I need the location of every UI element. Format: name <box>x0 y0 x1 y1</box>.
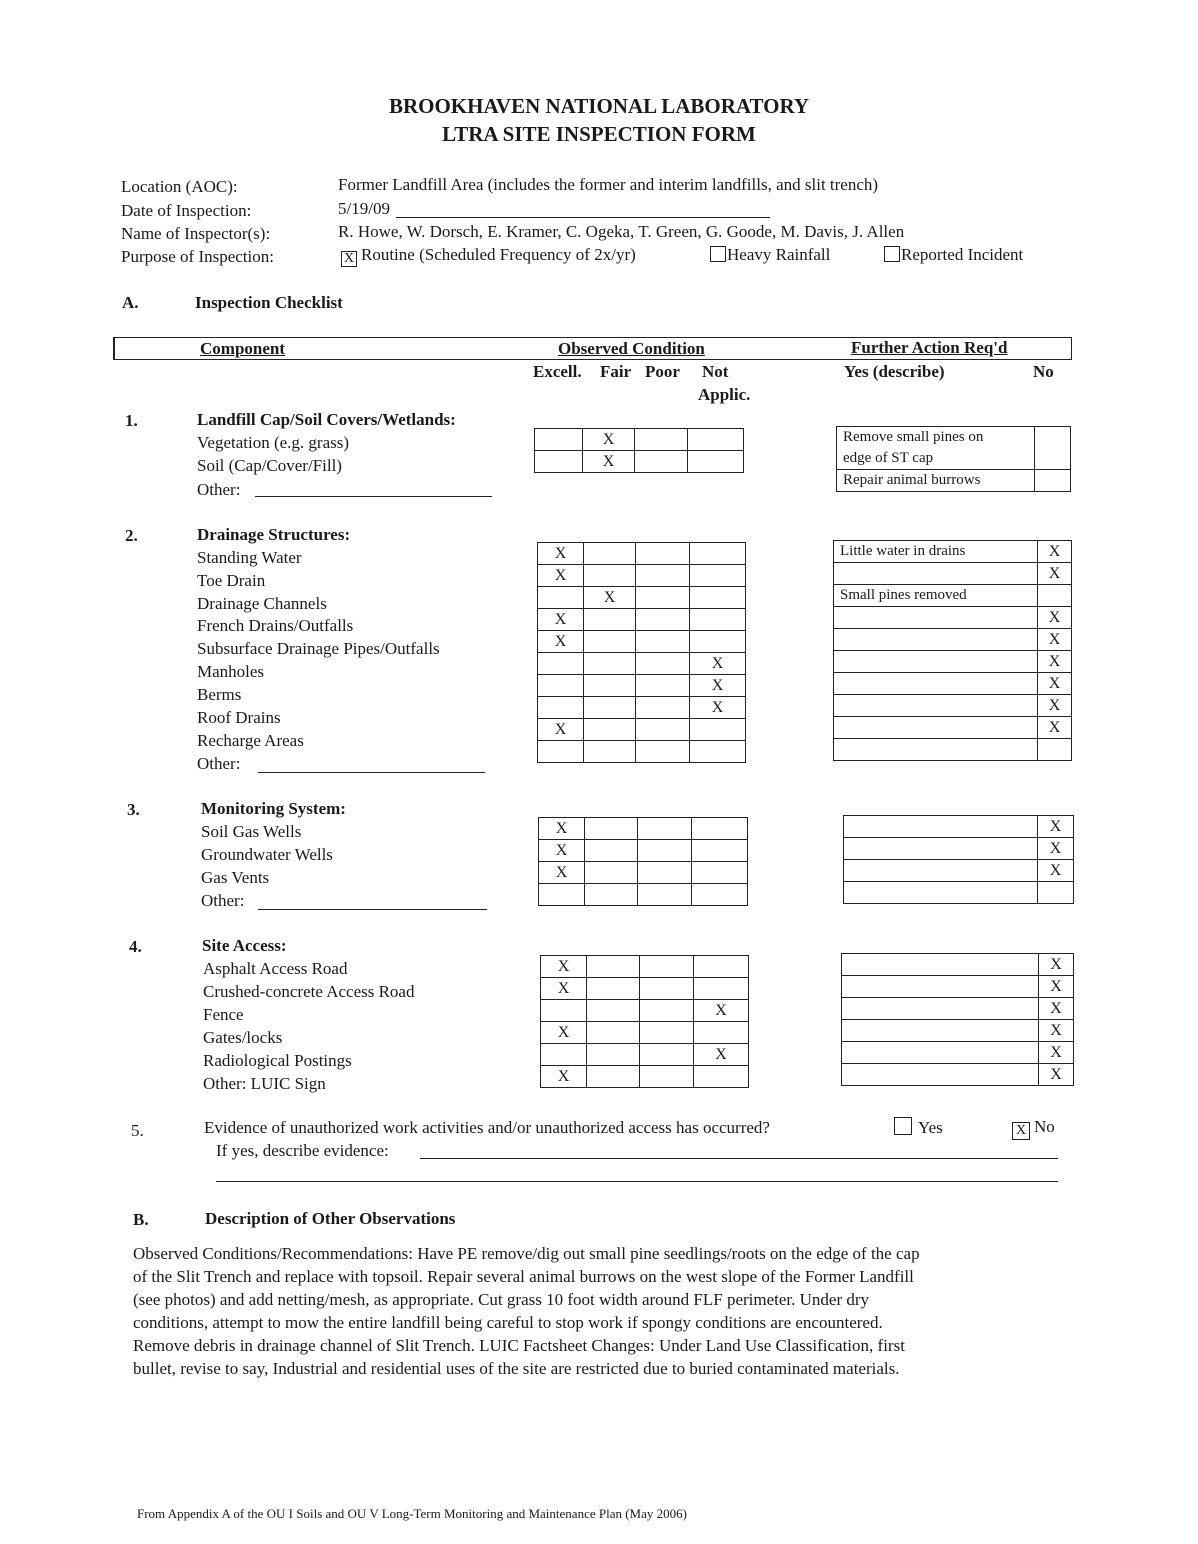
obs-cell[interactable] <box>587 1022 640 1044</box>
obs-cell[interactable] <box>535 451 583 473</box>
action-text-cell[interactable]: Repair animal burrows <box>837 470 1035 492</box>
obs-cell[interactable] <box>636 675 690 697</box>
action-no-cell[interactable]: X <box>1038 541 1072 563</box>
action-text-cell[interactable]: Little water in drains <box>834 541 1038 563</box>
obs-cell[interactable] <box>636 741 690 763</box>
group-1-title: Landfill Cap/Soil Covers/Wetlands: <box>197 410 456 429</box>
footer-note: From Appendix A of the OU I Soils and OU V Long-Term Monitoring and Maintenance Plan (May 2006) <box>137 1506 687 1521</box>
action-text-cell[interactable] <box>844 882 1038 904</box>
table-row <box>538 653 746 675</box>
group-2-title: Drainage Structures: <box>197 525 351 544</box>
table-row <box>834 629 1072 651</box>
action-no-cell[interactable]: X <box>1038 717 1072 739</box>
table-row <box>539 818 748 840</box>
q5-describe-line-2[interactable] <box>216 1181 1058 1182</box>
obs-cell[interactable] <box>635 451 688 473</box>
section-b-title: Description of Other Observations <box>205 1209 456 1228</box>
obs-cell[interactable] <box>688 429 744 451</box>
group-2-item: Manholes <box>197 662 265 681</box>
action-text-cell[interactable] <box>844 838 1038 860</box>
purpose-incident-label: Reported Incident <box>901 245 1024 264</box>
location-label: Location (AOC): <box>121 177 238 196</box>
table-row <box>844 838 1074 860</box>
action-text-cell[interactable] <box>834 563 1038 585</box>
obs-cell[interactable] <box>694 1022 749 1044</box>
obs-cell[interactable] <box>635 429 688 451</box>
table-row <box>834 585 1072 607</box>
group-2-item: Standing Water <box>197 548 302 567</box>
col-poor: Poor <box>645 362 680 381</box>
table-row <box>538 587 746 609</box>
obs-cell[interactable] <box>535 429 583 451</box>
col-no: No <box>1033 362 1054 381</box>
q5-yes-option[interactable] <box>894 1117 943 1138</box>
group-4-item: Crushed-concrete Access Road <box>203 982 415 1001</box>
group-3-action-table <box>843 815 1074 904</box>
group-4-title: Site Access: <box>202 936 287 955</box>
q5-yes-label: Yes <box>918 1118 943 1137</box>
obs-cell[interactable] <box>690 719 746 741</box>
action-no-cell[interactable]: X <box>1039 954 1074 976</box>
table-row <box>541 1044 749 1066</box>
obs-cell[interactable] <box>587 978 640 1000</box>
obs-cell[interactable] <box>636 565 690 587</box>
obs-cell[interactable]: X <box>541 1066 587 1088</box>
obs-cell[interactable]: X <box>539 818 585 840</box>
group-2-item: Recharge Areas <box>197 731 304 750</box>
table-row <box>842 1020 1074 1042</box>
table-row <box>837 470 1071 492</box>
obs-cell[interactable]: X <box>690 697 746 719</box>
action-no-cell[interactable]: X <box>1038 629 1072 651</box>
group-2-item: Roof Drains <box>197 708 281 727</box>
table-row <box>842 976 1074 998</box>
purpose-incident-checkbox[interactable] <box>884 246 900 262</box>
table-row <box>834 695 1072 717</box>
col-yes: Yes (describe) <box>844 362 945 381</box>
action-no-cell[interactable]: X <box>1038 860 1074 882</box>
form-title-line2: LTRA SITE INSPECTION FORM <box>442 122 756 146</box>
form-title-line1: BROOKHAVEN NATIONAL LABORATORY <box>388 94 810 118</box>
obs-cell[interactable] <box>694 1066 749 1088</box>
table-row <box>834 563 1072 585</box>
purpose-routine-label: Routine (Scheduled Frequency of 2x/yr) <box>361 245 636 264</box>
group-1-observed-table <box>534 428 744 473</box>
group-2-item: Berms <box>197 685 242 704</box>
q5-no-option[interactable] <box>1012 1117 1055 1140</box>
action-text-cell[interactable] <box>834 695 1038 717</box>
obs-cell[interactable] <box>636 543 690 565</box>
purpose-incident-option[interactable] <box>884 245 1023 265</box>
obs-cell[interactable] <box>638 818 692 840</box>
table-row <box>538 741 746 763</box>
action-no-cell[interactable]: X <box>1039 1064 1074 1086</box>
table-row <box>538 543 746 565</box>
group-3-item: Groundwater Wells <box>201 845 333 864</box>
obs-cell[interactable] <box>636 719 690 741</box>
action-text-cell[interactable]: Remove small pines on <box>837 427 1035 449</box>
obs-cell[interactable] <box>538 587 584 609</box>
action-no-cell[interactable]: X <box>1038 607 1072 629</box>
purpose-label: Purpose of Inspection: <box>121 247 274 266</box>
action-text-cell[interactable] <box>834 739 1038 761</box>
col-component: Component <box>200 339 286 358</box>
action-no-cell[interactable] <box>1038 739 1072 761</box>
action-no-cell[interactable]: X <box>1038 695 1072 717</box>
col-fair: Fair <box>600 362 632 381</box>
obs-cell[interactable] <box>638 862 692 884</box>
obs-cell[interactable] <box>688 451 744 473</box>
col-excell: Excell. <box>533 362 582 381</box>
obs-cell[interactable] <box>692 818 748 840</box>
action-no-cell[interactable]: X <box>1038 651 1072 673</box>
obs-cell[interactable] <box>640 956 694 978</box>
group-3-item: Soil Gas Wells <box>201 822 302 841</box>
obs-cell[interactable] <box>538 741 584 763</box>
action-no-cell[interactable] <box>1035 470 1071 492</box>
obs-cell[interactable] <box>690 631 746 653</box>
table-row <box>541 1000 749 1022</box>
group-3-observed-table <box>538 817 748 906</box>
group-1-item: Other: <box>197 480 241 499</box>
inspectors-value: R. Howe, W. Dorsch, E. Kramer, C. Ogeka, T. Green, G. Goode, M. Davis, J. Allen <box>338 222 905 241</box>
obs-cell[interactable] <box>692 862 748 884</box>
obs-cell[interactable]: X <box>538 719 584 741</box>
obs-cell[interactable]: X <box>541 956 587 978</box>
table-row <box>538 697 746 719</box>
action-text-cell[interactable] <box>834 629 1038 651</box>
table-row <box>842 1064 1074 1086</box>
obs-cell[interactable]: X <box>690 675 746 697</box>
date-value: 5/19/09 <box>338 199 390 218</box>
table-row <box>539 840 748 862</box>
table-row <box>541 1066 749 1088</box>
obs-cell[interactable] <box>690 543 746 565</box>
action-no-cell[interactable]: X <box>1039 1020 1074 1042</box>
group-4-item: Gates/locks <box>203 1028 283 1047</box>
location-value: Former Landfill Area (includes the former and interim landfills, and slit trench) <box>338 175 879 194</box>
obs-cell[interactable] <box>585 818 638 840</box>
obs-cell[interactable]: X <box>583 451 635 473</box>
table-row <box>834 651 1072 673</box>
obs-cell[interactable]: X <box>538 565 584 587</box>
group-1-item: Vegetation (e.g. grass) <box>197 433 350 452</box>
obs-cell[interactable]: X <box>541 1022 587 1044</box>
group-4-item: Other: LUIC Sign <box>203 1074 326 1093</box>
group-2-item: Other: <box>197 754 241 773</box>
obs-cell[interactable] <box>584 653 636 675</box>
table-row <box>837 427 1071 449</box>
group-4-item: Asphalt Access Road <box>203 959 348 978</box>
obs-cell[interactable] <box>587 1000 640 1022</box>
action-text-cell[interactable] <box>834 607 1038 629</box>
obs-cell[interactable] <box>585 884 638 906</box>
purpose-heavy-label: Heavy Rainfall <box>727 245 831 264</box>
table-row <box>834 607 1072 629</box>
q5-describe-label: If yes, describe evidence: <box>216 1141 389 1160</box>
group-3-other-line <box>258 909 487 910</box>
table-row <box>834 717 1072 739</box>
section-b-letter: B. <box>133 1210 149 1229</box>
action-text-cell[interactable] <box>834 651 1038 673</box>
obs-cell[interactable] <box>636 697 690 719</box>
group-2-action-table <box>833 540 1072 761</box>
obs-cell[interactable] <box>587 1044 640 1066</box>
group-2-item: Subsurface Drainage Pipes/Outfalls <box>197 639 440 658</box>
obs-cell[interactable]: X <box>538 631 584 653</box>
action-no-cell[interactable]: X <box>1038 838 1074 860</box>
obs-cell[interactable] <box>694 956 749 978</box>
obs-cell[interactable] <box>587 1066 640 1088</box>
obs-cell[interactable] <box>584 675 636 697</box>
action-no-cell[interactable] <box>1038 585 1072 607</box>
obs-cell[interactable] <box>690 609 746 631</box>
obs-cell[interactable]: X <box>538 543 584 565</box>
action-no-cell[interactable]: X <box>1038 673 1072 695</box>
col-observed: Observed Condition <box>558 339 705 358</box>
group-1-number: 1. <box>125 411 138 430</box>
group-2-item: Toe Drain <box>197 571 266 590</box>
observations-paragraph <box>133 1242 1073 1380</box>
q5-yes-checkbox[interactable] <box>894 1117 912 1135</box>
table-row <box>538 609 746 631</box>
action-text-cell[interactable] <box>842 1064 1039 1086</box>
table-row <box>538 631 746 653</box>
obs-cell[interactable] <box>690 587 746 609</box>
observation-line: conditions, attempt to mow the entire landfill being careful to stop work if spongy conditions are encountered. <box>133 1313 883 1332</box>
action-no-cell[interactable]: X <box>1038 816 1074 838</box>
obs-cell[interactable] <box>692 884 748 906</box>
observation-line: bullet, revise to say, Industrial and residential uses of the site are restricted due to buried contaminated materials. <box>133 1359 900 1378</box>
table-row <box>842 954 1074 976</box>
group-2-observed-table <box>537 542 746 763</box>
action-text-cell[interactable] <box>844 860 1038 882</box>
group-3-item: Gas Vents <box>201 868 270 887</box>
obs-cell[interactable] <box>584 565 636 587</box>
table-row <box>844 816 1074 838</box>
obs-cell[interactable]: X <box>538 609 584 631</box>
obs-cell[interactable] <box>636 587 690 609</box>
obs-cell[interactable] <box>692 840 748 862</box>
obs-cell[interactable] <box>638 840 692 862</box>
group-3-item: Other: <box>201 891 245 910</box>
col-not: Not <box>702 362 729 381</box>
obs-cell[interactable]: X <box>539 840 585 862</box>
q5-no-label: No <box>1034 1117 1055 1136</box>
action-text-cell[interactable]: edge of ST cap <box>837 448 1035 470</box>
table-row <box>844 860 1074 882</box>
table-row <box>535 451 744 473</box>
group-1-item: Soil (Cap/Cover/Fill) <box>197 456 342 475</box>
group-3-title: Monitoring System: <box>201 799 346 818</box>
table-row <box>538 565 746 587</box>
action-no-cell[interactable]: X <box>1039 976 1074 998</box>
obs-cell[interactable]: X <box>539 862 585 884</box>
inspectors-label: Name of Inspector(s): <box>121 224 271 243</box>
q5-describe-line-1[interactable] <box>420 1158 1058 1159</box>
obs-cell[interactable]: X <box>690 653 746 675</box>
obs-cell[interactable] <box>584 543 636 565</box>
purpose-heavy-checkbox[interactable] <box>710 246 726 262</box>
q5-number: 5. <box>131 1121 144 1140</box>
table-row <box>535 429 744 451</box>
action-text-cell[interactable] <box>844 816 1038 838</box>
observation-line: Remove debris in drainage channel of Slit Trench. LUIC Factsheet Changes: Under Land Use Classification, first <box>133 1336 905 1355</box>
section-a-title: Inspection Checklist <box>195 293 343 312</box>
obs-cell[interactable]: X <box>541 978 587 1000</box>
group-4-number: 4. <box>129 937 142 956</box>
table-row <box>844 882 1074 904</box>
action-text-cell[interactable] <box>834 717 1038 739</box>
q5-question: Evidence of unauthorized work activities and/or unauthorized access has occurred? <box>204 1118 770 1137</box>
obs-cell[interactable] <box>640 978 694 1000</box>
obs-cell[interactable] <box>690 565 746 587</box>
date-label: Date of Inspection: <box>121 201 252 220</box>
col-further: Further Action Req'd <box>851 338 1008 357</box>
table-row <box>541 1022 749 1044</box>
action-text-cell[interactable] <box>842 954 1039 976</box>
action-text-cell[interactable] <box>842 1042 1039 1064</box>
obs-cell[interactable] <box>640 1022 694 1044</box>
obs-cell[interactable] <box>584 719 636 741</box>
action-text-cell[interactable]: Small pines removed <box>834 585 1038 607</box>
obs-cell[interactable] <box>585 840 638 862</box>
table-row <box>834 673 1072 695</box>
obs-cell[interactable]: X <box>584 587 636 609</box>
action-no-cell[interactable]: X <box>1039 1042 1074 1064</box>
obs-cell[interactable] <box>587 956 640 978</box>
group-4-item: Radiological Postings <box>203 1051 352 1070</box>
action-text-cell[interactable] <box>834 673 1038 695</box>
observation-line: of the Slit Trench and replace with topsoil. Repair several animal burrows on the west slope of the Former Landfill <box>133 1267 914 1286</box>
table-row <box>539 862 748 884</box>
purpose-routine-option[interactable] <box>341 245 636 267</box>
purpose-routine-checkbox[interactable]: X <box>341 251 357 267</box>
obs-cell[interactable] <box>538 653 584 675</box>
group-2-item: Drainage Channels <box>197 594 327 613</box>
obs-cell[interactable] <box>541 1000 587 1022</box>
action-text-cell[interactable] <box>842 998 1039 1020</box>
col-applic: Applic. <box>698 385 751 404</box>
date-underline <box>396 217 770 218</box>
obs-cell[interactable] <box>538 675 584 697</box>
obs-cell[interactable] <box>541 1044 587 1066</box>
table-row <box>834 541 1072 563</box>
group-2-item: French Drains/Outfalls <box>197 616 354 635</box>
action-no-cell[interactable]: X <box>1039 998 1074 1020</box>
action-no-cell[interactable] <box>1038 882 1074 904</box>
group-4-item: Fence <box>203 1005 244 1024</box>
action-no-cell[interactable]: X <box>1038 563 1072 585</box>
obs-cell[interactable] <box>636 631 690 653</box>
action-text-cell[interactable] <box>842 1020 1039 1042</box>
table-row <box>842 1042 1074 1064</box>
group-4-observed-table <box>540 955 749 1088</box>
table-row <box>538 719 746 741</box>
obs-cell[interactable] <box>585 862 638 884</box>
table-row <box>834 739 1072 761</box>
group-1-action-table <box>836 426 1071 492</box>
table-row <box>842 998 1074 1020</box>
obs-cell[interactable] <box>584 609 636 631</box>
group-3-number: 3. <box>127 800 140 819</box>
obs-cell[interactable]: X <box>694 1044 749 1066</box>
obs-cell[interactable] <box>690 741 746 763</box>
observation-line: (see photos) and add netting/mesh, as appropriate. Cut grass 10 foot width around FLF perimeter. Under dry <box>133 1290 870 1309</box>
group-2-number: 2. <box>125 526 138 545</box>
observation-line: Observed Conditions/Recommendations: Have PE remove/dig out small pine seedlings/roots on the edge of the cap <box>133 1244 920 1263</box>
action-no-cell[interactable] <box>1035 427 1071 470</box>
table-row <box>539 884 748 906</box>
obs-cell[interactable] <box>538 697 584 719</box>
table-row <box>541 978 749 1000</box>
group-2-other-line <box>258 772 485 773</box>
obs-cell[interactable] <box>539 884 585 906</box>
group-4-action-table <box>841 953 1074 1086</box>
obs-cell[interactable]: X <box>583 429 635 451</box>
obs-cell[interactable] <box>640 1044 694 1066</box>
table-row <box>538 675 746 697</box>
obs-cell[interactable] <box>638 884 692 906</box>
table-row <box>541 956 749 978</box>
q5-no-checkbox[interactable]: X <box>1012 1122 1030 1140</box>
obs-cell[interactable] <box>584 741 636 763</box>
obs-cell[interactable] <box>640 1066 694 1088</box>
action-text-cell[interactable] <box>842 976 1039 998</box>
obs-cell[interactable] <box>636 609 690 631</box>
obs-cell[interactable]: X <box>694 1000 749 1022</box>
obs-cell[interactable] <box>640 1000 694 1022</box>
obs-cell[interactable] <box>694 978 749 1000</box>
obs-cell[interactable] <box>584 631 636 653</box>
obs-cell[interactable] <box>636 653 690 675</box>
obs-cell[interactable] <box>584 697 636 719</box>
group-1-other-line <box>255 496 492 497</box>
purpose-heavy-option[interactable] <box>710 245 830 265</box>
section-a-letter: A. <box>122 293 139 312</box>
